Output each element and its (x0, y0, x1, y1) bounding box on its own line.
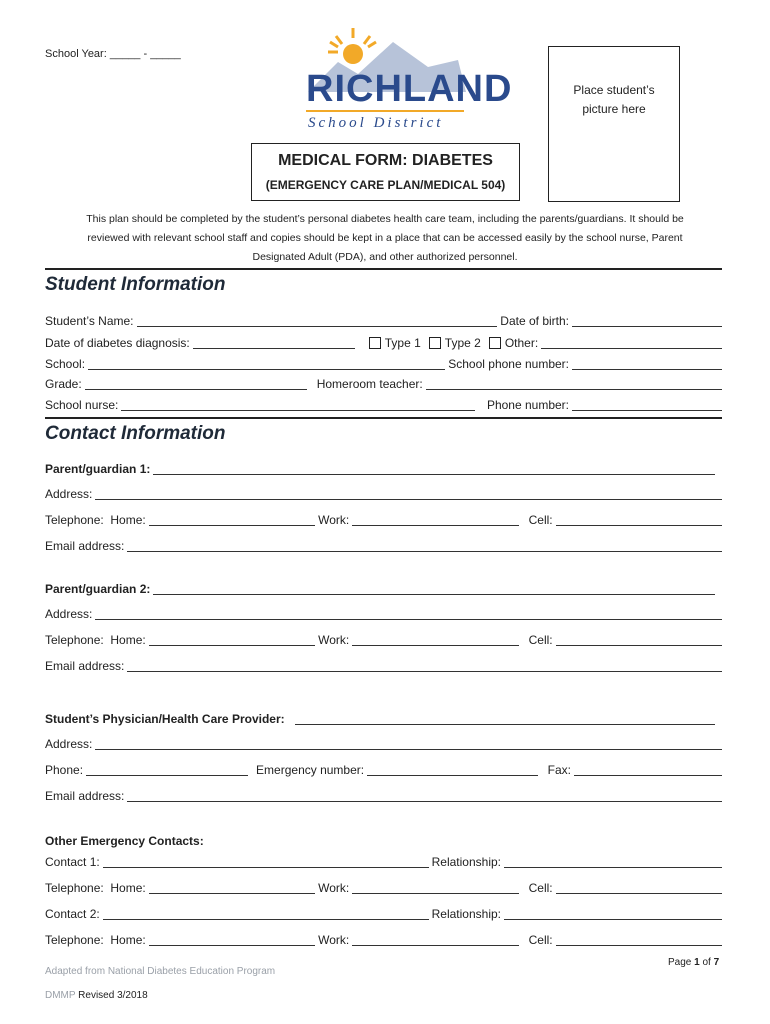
contact1-row (45, 855, 722, 869)
diagnosis-label: Date of diabetes diagnosis: (45, 336, 190, 350)
type2-option[interactable] (429, 336, 481, 350)
dob-label: Date of birth: (500, 314, 569, 328)
school-field[interactable] (88, 358, 445, 370)
physician-fax-field[interactable] (574, 764, 722, 776)
parent1-address-field[interactable] (95, 488, 722, 500)
student-name-label: Student’s Name: (45, 314, 134, 328)
grade-row (45, 377, 722, 391)
logo-sub-text: School District (308, 115, 444, 131)
physician-phone-row (45, 763, 722, 777)
emergency-number-label: Emergency number: (256, 763, 365, 777)
type1-option[interactable] (369, 336, 421, 350)
other-type-field[interactable] (541, 337, 722, 349)
cell-label: Cell: (528, 933, 553, 947)
type2-label: Type 2 (444, 336, 481, 350)
contact2-row (45, 907, 722, 921)
section-divider (45, 268, 722, 270)
parent1-label: Parent/guardian 1: (45, 462, 151, 476)
contact1-work-field[interactable] (352, 882, 518, 894)
relationship-label: Relationship: (431, 855, 501, 869)
section-divider (45, 417, 722, 419)
type1-checkbox[interactable] (369, 337, 381, 349)
logo-divider (306, 110, 464, 112)
student-info-heading: Student Information (45, 274, 226, 295)
type2-checkbox[interactable] (429, 337, 441, 349)
email-label: Email address: (45, 659, 125, 673)
parent1-work-field[interactable] (352, 514, 518, 526)
diagnosis-row (45, 336, 722, 350)
parent1-email-row (45, 539, 722, 553)
work-label: Work: (318, 881, 350, 895)
parent2-work-field[interactable] (352, 634, 518, 646)
email-label: Email address: (45, 789, 125, 803)
nurse-row (45, 398, 722, 412)
contact2-cell-field[interactable] (556, 934, 722, 946)
fax-label: Fax: (547, 763, 571, 777)
physician-address-row (45, 737, 722, 751)
contact1-phone-row (45, 881, 722, 895)
other-checkbox[interactable] (489, 337, 501, 349)
dmmp-label: DMMP (45, 990, 76, 1001)
nurse-label: School nurse: (45, 398, 119, 412)
grade-field[interactable] (85, 378, 307, 390)
title-box (251, 143, 520, 201)
physician-address-field[interactable] (95, 738, 722, 750)
parent2-phone-row (45, 633, 722, 647)
physician-phone-field[interactable] (86, 764, 248, 776)
parent2-address-row (45, 607, 722, 621)
richland-logo (298, 22, 513, 134)
intro-line: This plan should be completed by the student’s personal diabetes health care team, including the parents/guardians. It should be (86, 213, 684, 225)
physician-email-row (45, 789, 722, 803)
page-current: 1 (694, 957, 700, 968)
parent2-row (45, 582, 715, 596)
parent2-cell-field[interactable] (556, 634, 722, 646)
phone-label: Phone: (45, 763, 84, 777)
address-label: Address: (45, 487, 93, 501)
telephone-label: Telephone: (45, 881, 104, 895)
intro-paragraph (40, 210, 730, 267)
parent2-home-field[interactable] (149, 634, 315, 646)
parent1-cell-field[interactable] (556, 514, 722, 526)
home-label: Home: (110, 881, 146, 895)
parent1-phone-row (45, 513, 722, 527)
grade-label: Grade: (45, 377, 82, 391)
cell-label: Cell: (528, 513, 553, 527)
relationship-label: Relationship: (431, 907, 501, 921)
parent2-email-field[interactable] (127, 660, 722, 672)
contact2-work-field[interactable] (352, 934, 518, 946)
student-name-field[interactable] (137, 315, 498, 327)
parent1-email-field[interactable] (127, 540, 722, 552)
homeroom-field[interactable] (426, 378, 722, 390)
school-phone-field[interactable] (572, 358, 722, 370)
physician-row (45, 712, 715, 726)
contact-info-heading: Contact Information (45, 423, 226, 444)
work-label: Work: (318, 513, 350, 527)
intro-line: reviewed with relevant school staff and copies should be kept in a place that can be accessed easily by the school nurse, Parent (87, 232, 683, 244)
cell-label: Cell: (528, 881, 553, 895)
telephone-label: Telephone: (45, 513, 104, 527)
contact1-relationship-field[interactable] (504, 856, 722, 868)
physician-field[interactable] (295, 713, 715, 725)
parent2-address-field[interactable] (95, 608, 722, 620)
email-label: Email address: (45, 539, 125, 553)
physician-label: Student’s Physician/Health Care Provider: (45, 712, 285, 726)
type1-label: Type 1 (384, 336, 421, 350)
parent1-field[interactable] (153, 463, 715, 475)
other-contacts-label: Other Emergency Contacts: (45, 834, 204, 848)
page-total: 7 (713, 957, 720, 968)
school-phone-label: School phone number: (448, 357, 569, 371)
parent2-label: Parent/guardian 2: (45, 582, 151, 596)
physician-email-field[interactable] (127, 790, 722, 802)
work-label: Work: (318, 633, 350, 647)
parent2-email-row (45, 659, 722, 673)
page-of: of (702, 957, 711, 968)
photo-placeholder-label: Place student’s picture here (573, 83, 655, 116)
contact1-home-field[interactable] (149, 882, 315, 894)
contact1-field[interactable] (103, 856, 429, 868)
home-label: Home: (110, 933, 146, 947)
school-label: School: (45, 357, 86, 371)
address-label: Address: (45, 737, 93, 751)
cell-label: Cell: (528, 633, 553, 647)
page-word: Page (668, 957, 692, 968)
work-label: Work: (318, 933, 350, 947)
parent1-address-row (45, 487, 722, 501)
contact2-relationship-field[interactable] (504, 908, 722, 920)
contact2-label: Contact 2: (45, 907, 100, 921)
physician-emergency-field[interactable] (367, 764, 538, 776)
diagnosis-date-field[interactable] (193, 337, 355, 349)
parent2-field[interactable] (153, 583, 715, 595)
intro-line: Designated Adult (PDA), and other authorized personnel. (252, 251, 518, 263)
dob-field[interactable] (572, 315, 722, 327)
page-subtitle: (EMERGENCY CARE PLAN/MEDICAL 504) (265, 178, 506, 192)
contact1-cell-field[interactable] (556, 882, 722, 894)
school-year-field[interactable]: School Year: _____ - _____ (45, 48, 181, 60)
contact2-home-field[interactable] (149, 934, 315, 946)
telephone-label: Telephone: (45, 933, 104, 947)
parent1-row (45, 462, 715, 476)
contact2-phone-row (45, 933, 722, 947)
logo-main-text: RICHLAND (306, 68, 513, 110)
student-name-row (45, 314, 722, 328)
school-row (45, 357, 722, 371)
other-option[interactable] (489, 336, 538, 350)
home-label: Home: (110, 513, 146, 527)
adapted-footnote: Adapted from National Diabetes Education Program (45, 966, 276, 977)
address-label: Address: (45, 607, 93, 621)
nurse-field[interactable] (121, 399, 475, 411)
revised-date: Revised 3/2018 (78, 990, 148, 1001)
parent1-home-field[interactable] (149, 514, 315, 526)
revision-note (45, 990, 148, 1001)
page-title: MEDICAL FORM: DIABETES (278, 152, 493, 169)
home-label: Home: (110, 633, 146, 647)
page-number (668, 957, 719, 968)
contact1-label: Contact 1: (45, 855, 100, 869)
photo-placeholder[interactable] (548, 46, 680, 202)
telephone-label: Telephone: (45, 633, 104, 647)
homeroom-label: Homeroom teacher: (316, 377, 423, 391)
nurse-phone-label: Phone number: (486, 398, 569, 412)
contact2-field[interactable] (103, 908, 429, 920)
nurse-phone-field[interactable] (572, 399, 722, 411)
other-label: Other: (504, 336, 539, 350)
